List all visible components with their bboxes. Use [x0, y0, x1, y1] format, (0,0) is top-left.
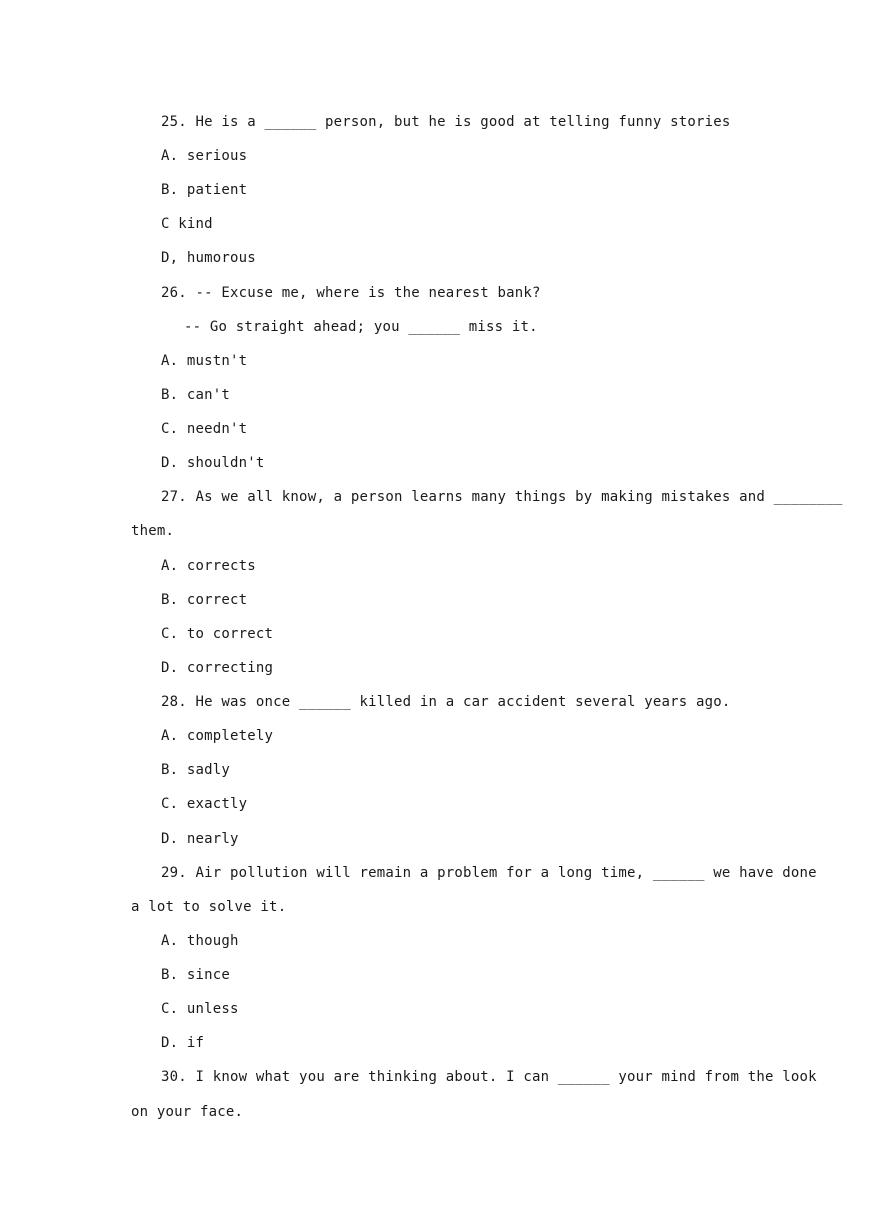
question-28-option-a: A. completely [161, 728, 274, 744]
question-27-option-d: D. correcting [161, 660, 274, 676]
question-29-option-c: C. unless [161, 1001, 239, 1017]
question-28-option-d: D. nearly [161, 831, 239, 847]
question-27-option-b: B. correct [161, 592, 248, 608]
question-25-option-b: B. patient [161, 182, 248, 198]
question-29-option-b: B. since [161, 967, 231, 983]
question-26-stem: 26. -- Excuse me, where is the nearest bank? [161, 285, 541, 301]
question-29-stem-continued: a lot to solve it. [131, 899, 287, 915]
question-27-option-c: C. to correct [161, 626, 274, 642]
question-28-option-c: C. exactly [161, 796, 248, 812]
question-27-option-a: A. corrects [161, 558, 256, 574]
question-29-option-d: D. if [161, 1035, 205, 1051]
question-26-stem-reply: -- Go straight ahead; you ______ miss it. [184, 319, 538, 335]
question-28-stem: 28. He was once ______ killed in a car accident several years ago. [161, 694, 731, 710]
question-25-option-c: C kind [161, 216, 213, 232]
question-27-stem: 27. As we all know, a person learns many things by making mistakes and ________ [161, 489, 843, 505]
question-25-option-a: A. serious [161, 148, 248, 164]
question-30-stem: 30. I know what you are thinking about. I can ______ your mind from the look [161, 1069, 817, 1085]
question-26-option-c: C. needn't [161, 421, 248, 437]
question-30-stem-continued: on your face. [131, 1104, 244, 1120]
question-25-option-d: D, humorous [161, 250, 256, 266]
question-26-option-d: D. shouldn't [161, 455, 265, 471]
question-26-option-b: B. can't [161, 387, 231, 403]
question-27-stem-continued: them. [131, 523, 175, 539]
question-28-option-b: B. sadly [161, 762, 231, 778]
question-29-stem: 29. Air pollution will remain a problem for a long time, ______ we have done [161, 865, 817, 881]
question-29-option-a: A. though [161, 933, 239, 949]
question-26-option-a: A. mustn't [161, 353, 248, 369]
question-25-stem: 25. He is a ______ person, but he is good at telling funny stories [161, 114, 731, 130]
